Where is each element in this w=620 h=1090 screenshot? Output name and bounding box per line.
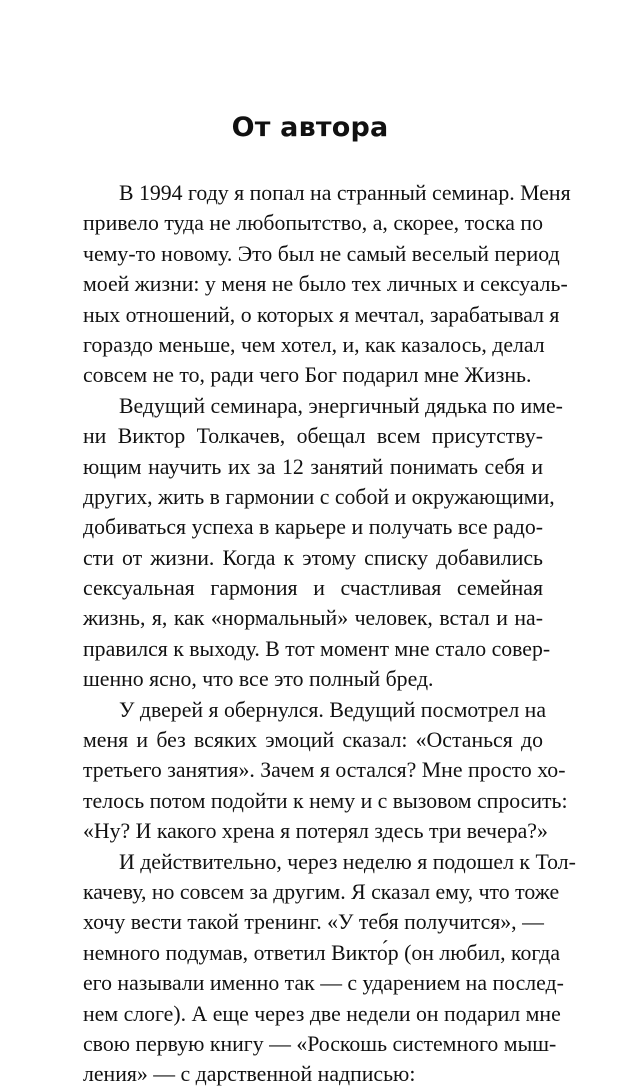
text-line: В 1994 году я попал на странный семинар. Меня bbox=[119, 181, 571, 205]
text-line: чему-то новому. Это был не самый веселый период bbox=[83, 241, 560, 266]
text-line: третьего занятия». Зачем я остался? Мне просто хо- bbox=[83, 758, 566, 783]
text-line: У дверей я обернулся. Ведущий посмотрел на bbox=[119, 697, 547, 722]
text-line: жизнь, я, как «нормальный» человек, встал и на- bbox=[83, 606, 543, 631]
text-line: сти от жизни. Когда к этому списку добавились bbox=[83, 545, 543, 570]
text-line: добиваться успеха в карьере и получать все радо- bbox=[83, 515, 543, 540]
text-line: нем слоге). А еще через две недели он подарил мне bbox=[83, 1001, 561, 1026]
text-line: его называли именно так — с ударением на послед- bbox=[83, 971, 564, 996]
text-line: шенно ясно, что все это полный бред. bbox=[83, 667, 434, 692]
text-line: других, жить в гармонии с собой и окружающими, bbox=[83, 484, 555, 509]
text-line: правился к выходу. В тот момент мне стало совер- bbox=[83, 636, 551, 661]
body-text bbox=[83, 178, 576, 1090]
text-line: ни Виктор Толкачев, обещал всем присутству- bbox=[83, 424, 543, 449]
text-line: немного подумав, ответил Викто́р (он любил, когда bbox=[83, 940, 561, 965]
chapter-title: От автора bbox=[231, 112, 389, 143]
text-line: совсем не то, ради чего Бог подарил мне Жизнь. bbox=[83, 363, 532, 388]
text-line: качеву, но совсем за другим. Я сказал ему, что тоже bbox=[83, 879, 560, 904]
text-line: моей жизни: у меня не было тех личных и сексуаль- bbox=[83, 272, 568, 297]
text-line: свою первую книгу — «Роскошь системного мыш- bbox=[83, 1031, 557, 1056]
text-line: ных отношений, о которых я мечтал, зарабатывал я bbox=[83, 302, 560, 327]
text-line: сексуальная гармония и счастливая семейная bbox=[83, 576, 543, 601]
text-line: телось потом подойти к нему и с вызовом спросить: bbox=[83, 788, 568, 813]
text-line: гораздо меньше, чем хотел, и, как казалось, делал bbox=[83, 332, 545, 357]
text-line: И действительно, через неделю я подошел к Тол- bbox=[119, 849, 576, 874]
text-line: меня и без всяких эмоций сказал: «Останься до bbox=[83, 728, 543, 753]
text-line: привело туда не любопытство, а, скорее, тоска по bbox=[83, 211, 543, 236]
text-line: Ведущий семинара, энергичный дядька по име- bbox=[119, 393, 563, 418]
text-line: «Ну? И какого хрена я потерял здесь три вечера?» bbox=[83, 819, 548, 844]
text-line: ющим научить их за 12 занятий понимать себя и bbox=[83, 454, 543, 479]
text-line: ления» — с дарственной надписью: bbox=[83, 1062, 416, 1087]
text-line: хочу вести такой тренинг. «У тебя получится», — bbox=[83, 910, 544, 935]
